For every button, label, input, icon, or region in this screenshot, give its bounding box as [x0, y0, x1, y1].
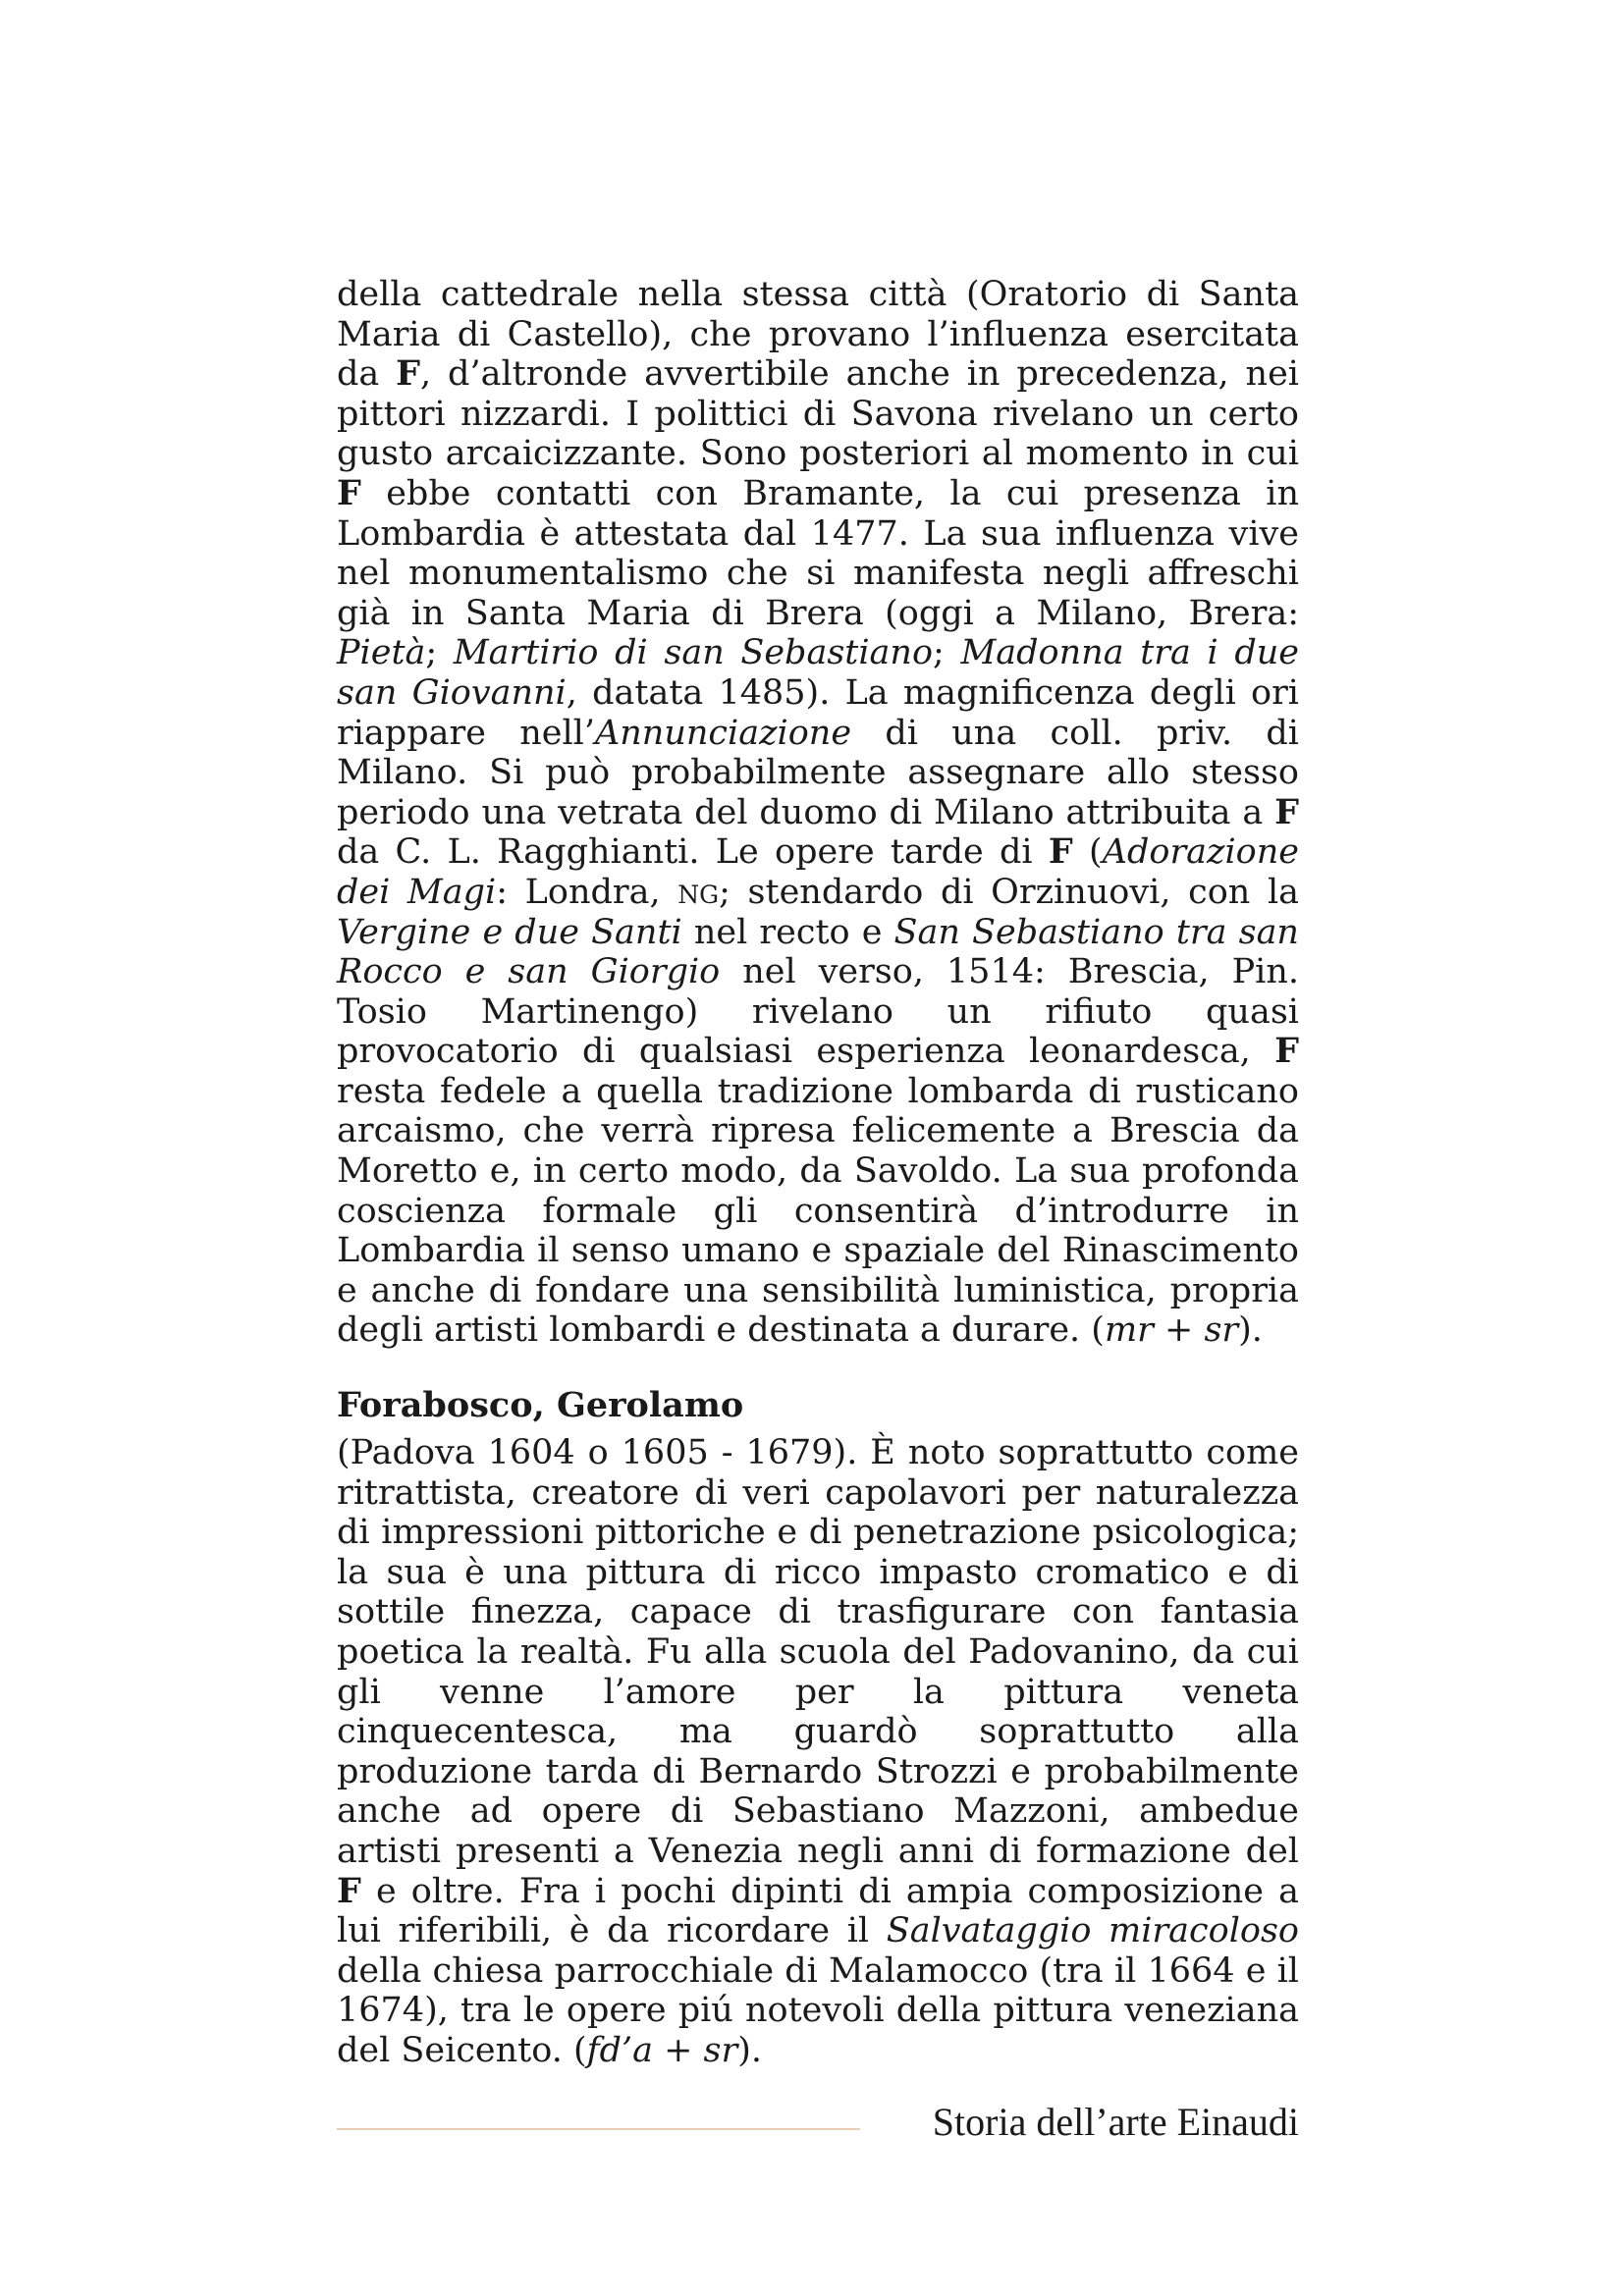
text-run: ;: [933, 633, 961, 673]
text-run: ebbe contatti con Bramante, la cui presenza in Lombardia è attestata dal 1477. La sua influenza vive nel monumentalismo che si manifesta negli affreschi già in Santa Maria di Brera (oggi a Milano, Brera:: [337, 473, 1299, 633]
text-run: resta fedele a quella tradizione lombarda di rusticano arcaismo, che verrà ripresa felicemente a Brescia da Moretto e, in certo modo, da Savoldo. La sua profonda coscienza formale gli consentirà d’introdurre in Lombardia il senso umano e spaziale del Rinascimento e anche di fondare una sensibilità luministica, propria degli artisti lombardi e destinata a durare. (: [337, 1071, 1299, 1351]
entry-body-paragraph: [337, 1433, 1299, 2071]
text-run: di una coll. priv. di Milano. Si può probabilmente assegnare allo stesso periodo una vetrata del duomo di Milano attribuita a: [337, 713, 1299, 832]
italic-run: San Sebastiano tra san Rocco e san Giorgio: [337, 912, 1299, 992]
text-run: da C. L. Ragghianti. Le opere tarde di: [337, 832, 1049, 873]
italic-run: Vergine e due Santi: [337, 912, 682, 952]
text-run: +: [1153, 1310, 1205, 1351]
author-abbrev: F: [396, 353, 421, 395]
text-run: nel recto e: [681, 912, 894, 952]
italic-run: Madonna tra i due san Giovanni: [337, 633, 1299, 713]
page-content: [337, 275, 1299, 2071]
italic-run: Adorazione dei Magi: [337, 832, 1299, 912]
author-abbrev: F: [337, 1870, 361, 1911]
footer-rule: [337, 2128, 860, 2130]
text-run: (: [1072, 832, 1103, 873]
author-abbrev: F: [1274, 1031, 1299, 1072]
entry-continuation-paragraph: [337, 275, 1299, 1351]
page-footer: [337, 2093, 1299, 2152]
text-run: +: [652, 2030, 704, 2070]
text-run: , d’altronde avvertibile anche in precedenza, nei pittori nizzardi. I polittici di Savona rivelano un certo gusto arcaicizzante. Sono posteriori al momento in cui: [337, 354, 1299, 474]
italic-run: fd’a: [586, 2030, 653, 2070]
author-abbrev: F: [1274, 791, 1299, 832]
italic-run: Annunciazione: [594, 713, 852, 753]
italic-run: sr: [703, 2030, 738, 2070]
italic-run: Martirio di san Sebastiano: [453, 633, 934, 673]
author-abbrev: F: [1048, 831, 1073, 873]
text-run: ;: [425, 633, 454, 673]
italic-run: Pietà: [337, 633, 426, 673]
italic-run: sr: [1204, 1310, 1239, 1351]
italic-run: Salvataggio miracoloso: [886, 1911, 1299, 1951]
smallcaps-run: ng: [677, 872, 720, 912]
text-run: ; stendardo di Orzinuovi, con la: [719, 872, 1299, 912]
text-run: ).: [1238, 1310, 1263, 1351]
text-run: ).: [737, 2030, 763, 2070]
text-run: (Padova 1604 o 1605 - 1679). È noto soprattutto come ritrattista, creatore di veri capolavori per naturalezza di impressioni pittoriche e di penetrazione psicologica; la sua è una pittura di ricco impasto cromatico e di sottile finezza, capace di trasfigurare con fantasia poetica la realtà. Fu alla scuola del Padovanino, da cui gli venne l’amore per la pittura veneta cinquecentesca, ma guardò soprattutto alla produzione tarda di Bernardo Strozzi e probabilmente anche ad opere di Sebastiano Mazzoni, ambedue artisti presenti a Venezia negli anni di formazione del: [337, 1433, 1299, 1871]
text-run: della cattedrale nella stessa città (Oratorio di Santa Maria di Castello), che provano l’influenza esercitata da: [337, 275, 1299, 395]
text-run: , datata 1485). La magnificenza degli ori riappare nell’: [337, 672, 1299, 753]
text-run: : Londra,: [496, 872, 678, 912]
entry-heading: Forabosco, Gerolamo: [337, 1385, 744, 1426]
text-run: nel verso, 1514: Brescia, Pin. Tosio Martinengo) rivelano un rifiuto quasi provocatorio di qualsiasi esperienza leonardesca,: [337, 952, 1299, 1072]
italic-run: mr: [1104, 1310, 1154, 1351]
footer-publication-title: Storia dell’arte Einaudi: [932, 2100, 1299, 2144]
text-run: della chiesa parrocchiale di Malamocco (tra il 1664 e il 1674), tra le opere piú notevoli della pittura veneziana del Seicento. (: [337, 1950, 1299, 2070]
author-abbrev: F: [337, 472, 361, 513]
text-run: e oltre. Fra i pochi dipinti di ampia composizione a lui riferibili, è da ricordare il: [337, 1871, 1299, 1951]
